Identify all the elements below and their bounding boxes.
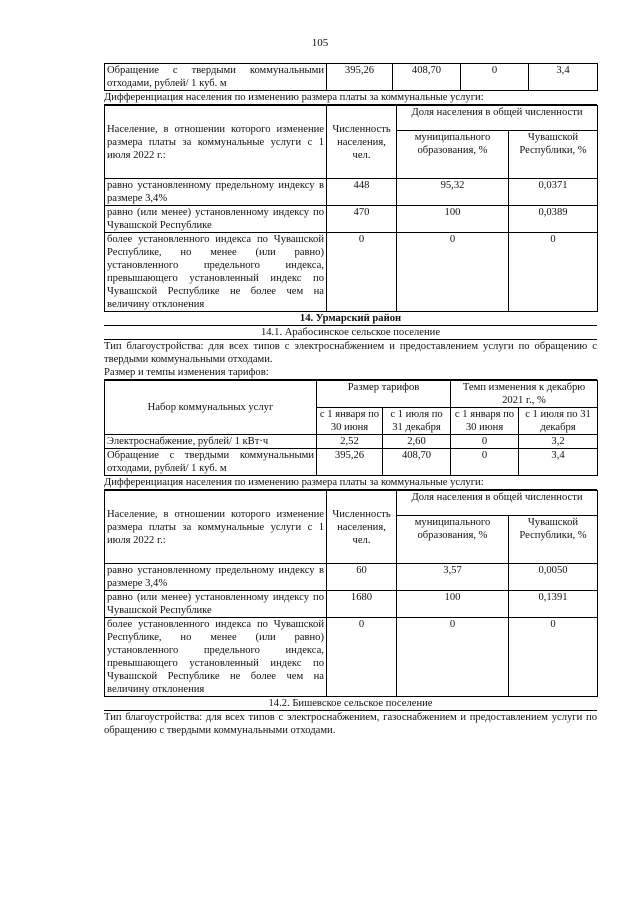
cell: 0 <box>397 618 509 697</box>
header-count: Численность населения, чел. <box>327 106 397 179</box>
cell: 395,26 <box>327 64 393 91</box>
table-row <box>105 233 598 312</box>
cell: 0 <box>451 435 519 449</box>
cell: 0 <box>509 233 598 312</box>
header-population: Население, в отношении которого изменение размера платы за коммунальные услуги с 1 июля 2022 г.: <box>105 106 327 179</box>
type-text: Тип благоустройства: для всех типов с электроснабжением и предоставлением услуги по обращению с твердыми коммунальными отходами. <box>104 341 597 365</box>
row-label: равно установленному предельному индексу в размере 3,4% <box>105 564 327 591</box>
cell: 0 <box>451 449 519 476</box>
cell: 0,0371 <box>509 179 598 206</box>
cell: 3,2 <box>519 435 598 449</box>
row-label: равно (или менее) установленному индексу по Чувашской Республике <box>105 206 327 233</box>
row-label: равно установленному предельному индексу в размере 3,4% <box>105 179 327 206</box>
header-municipal: муниципального образования, % <box>397 130 509 178</box>
row-label: Электроснабжение, рублей/ 1 кВт·ч <box>105 435 317 449</box>
cell: 0 <box>509 618 598 697</box>
table-row <box>105 618 598 697</box>
cell: 100 <box>397 591 509 618</box>
cell: 408,70 <box>393 64 461 91</box>
cell: 3,4 <box>519 449 598 476</box>
type-text: Тип благоустройства: для всех типов с электроснабжением, газоснабжением и предоставлением услуги по обращению с твердыми коммунальными отходами. <box>104 712 597 736</box>
subsection-title: 14.1. Арабосинское сельское поселение <box>104 326 597 340</box>
row-label: Обращение с твердыми коммунальными отходами, рублей/ 1 куб. м <box>105 449 317 476</box>
page-number: 105 <box>311 37 329 49</box>
cell: 0 <box>327 618 397 697</box>
diff-caption: Дифференциация населения по изменению размера платы за коммунальные услуги: <box>104 91 597 105</box>
cell: 3,4 <box>529 64 598 91</box>
cell: 0,0389 <box>509 206 598 233</box>
cell: 470 <box>327 206 397 233</box>
cell: 0 <box>397 233 509 312</box>
cell: 1680 <box>327 591 397 618</box>
row-label: Обращение с твердыми коммунальными отходами, рублей/ 1 куб. м <box>105 64 327 91</box>
header-change-rate: Темп изменения к декабрю 2021 г., % <box>451 381 598 408</box>
table-row <box>105 449 598 476</box>
table-row <box>105 206 598 233</box>
row-label: равно (или менее) установленному индексу по Чувашской Республике <box>105 591 327 618</box>
tariff-table <box>104 380 598 476</box>
cell: 60 <box>327 564 397 591</box>
cell: 0 <box>461 64 529 91</box>
table-row <box>105 64 598 91</box>
header-count: Численность населения, чел. <box>327 491 397 564</box>
cell: 100 <box>397 206 509 233</box>
cell: 0,1391 <box>509 591 598 618</box>
top-tariff-table <box>104 63 598 91</box>
subsection-title: 14.2. Бишевское сельское поселение <box>104 697 597 711</box>
row-label: более установленного индекса по Чувашской Республике, но менее (или равно) установленного предельного индекса, превышающего установленный индекс по Чувашской Республике не более чем на величину отклонения <box>105 233 327 312</box>
header-republic: Чувашской Республики, % <box>509 515 598 563</box>
cell: 395,26 <box>317 449 383 476</box>
section-title: 14. Урмарский район <box>104 312 597 326</box>
cell: 2,52 <box>317 435 383 449</box>
header-services: Набор коммунальных услуг <box>105 381 317 435</box>
header-republic: Чувашской Республики, % <box>509 130 598 178</box>
cell: 0 <box>327 233 397 312</box>
cell: 95,32 <box>397 179 509 206</box>
population-table-2 <box>104 490 598 697</box>
tariff-caption: Размер и темпы изменения тарифов: <box>104 366 597 380</box>
table-row <box>105 179 598 206</box>
diff-caption: Дифференциация населения по изменению размера платы за коммунальные услуги: <box>104 476 597 490</box>
header-share: Доля населения в общей численности <box>397 491 598 516</box>
header-population: Население, в отношении которого изменение размера платы за коммунальные услуги с 1 июля 2022 г.: <box>105 491 327 564</box>
table-row <box>105 564 598 591</box>
row-label: более установленного индекса по Чувашской Республике, но менее (или равно) установленного предельного индекса, превышающего установленный индекс по Чувашской Республике не более чем на величину отклонения <box>105 618 327 697</box>
header-municipal: муниципального образования, % <box>397 515 509 563</box>
cell: 0,0050 <box>509 564 598 591</box>
population-table-1 <box>104 105 598 312</box>
table-row <box>105 591 598 618</box>
cell: 408,70 <box>383 449 451 476</box>
cell: 2,60 <box>383 435 451 449</box>
header-period: с 1 июля по 31 декабря <box>519 408 598 435</box>
header-share: Доля населения в общей численности <box>397 106 598 131</box>
header-period: с 1 июля по 31 декабря <box>383 408 451 435</box>
header-period: с 1 января по 30 июня <box>317 408 383 435</box>
document-body <box>104 63 597 737</box>
table-row <box>105 435 598 449</box>
cell: 3,57 <box>397 564 509 591</box>
cell: 448 <box>327 179 397 206</box>
header-period: с 1 января по 30 июня <box>451 408 519 435</box>
header-tariff-size: Размер тарифов <box>317 381 451 408</box>
